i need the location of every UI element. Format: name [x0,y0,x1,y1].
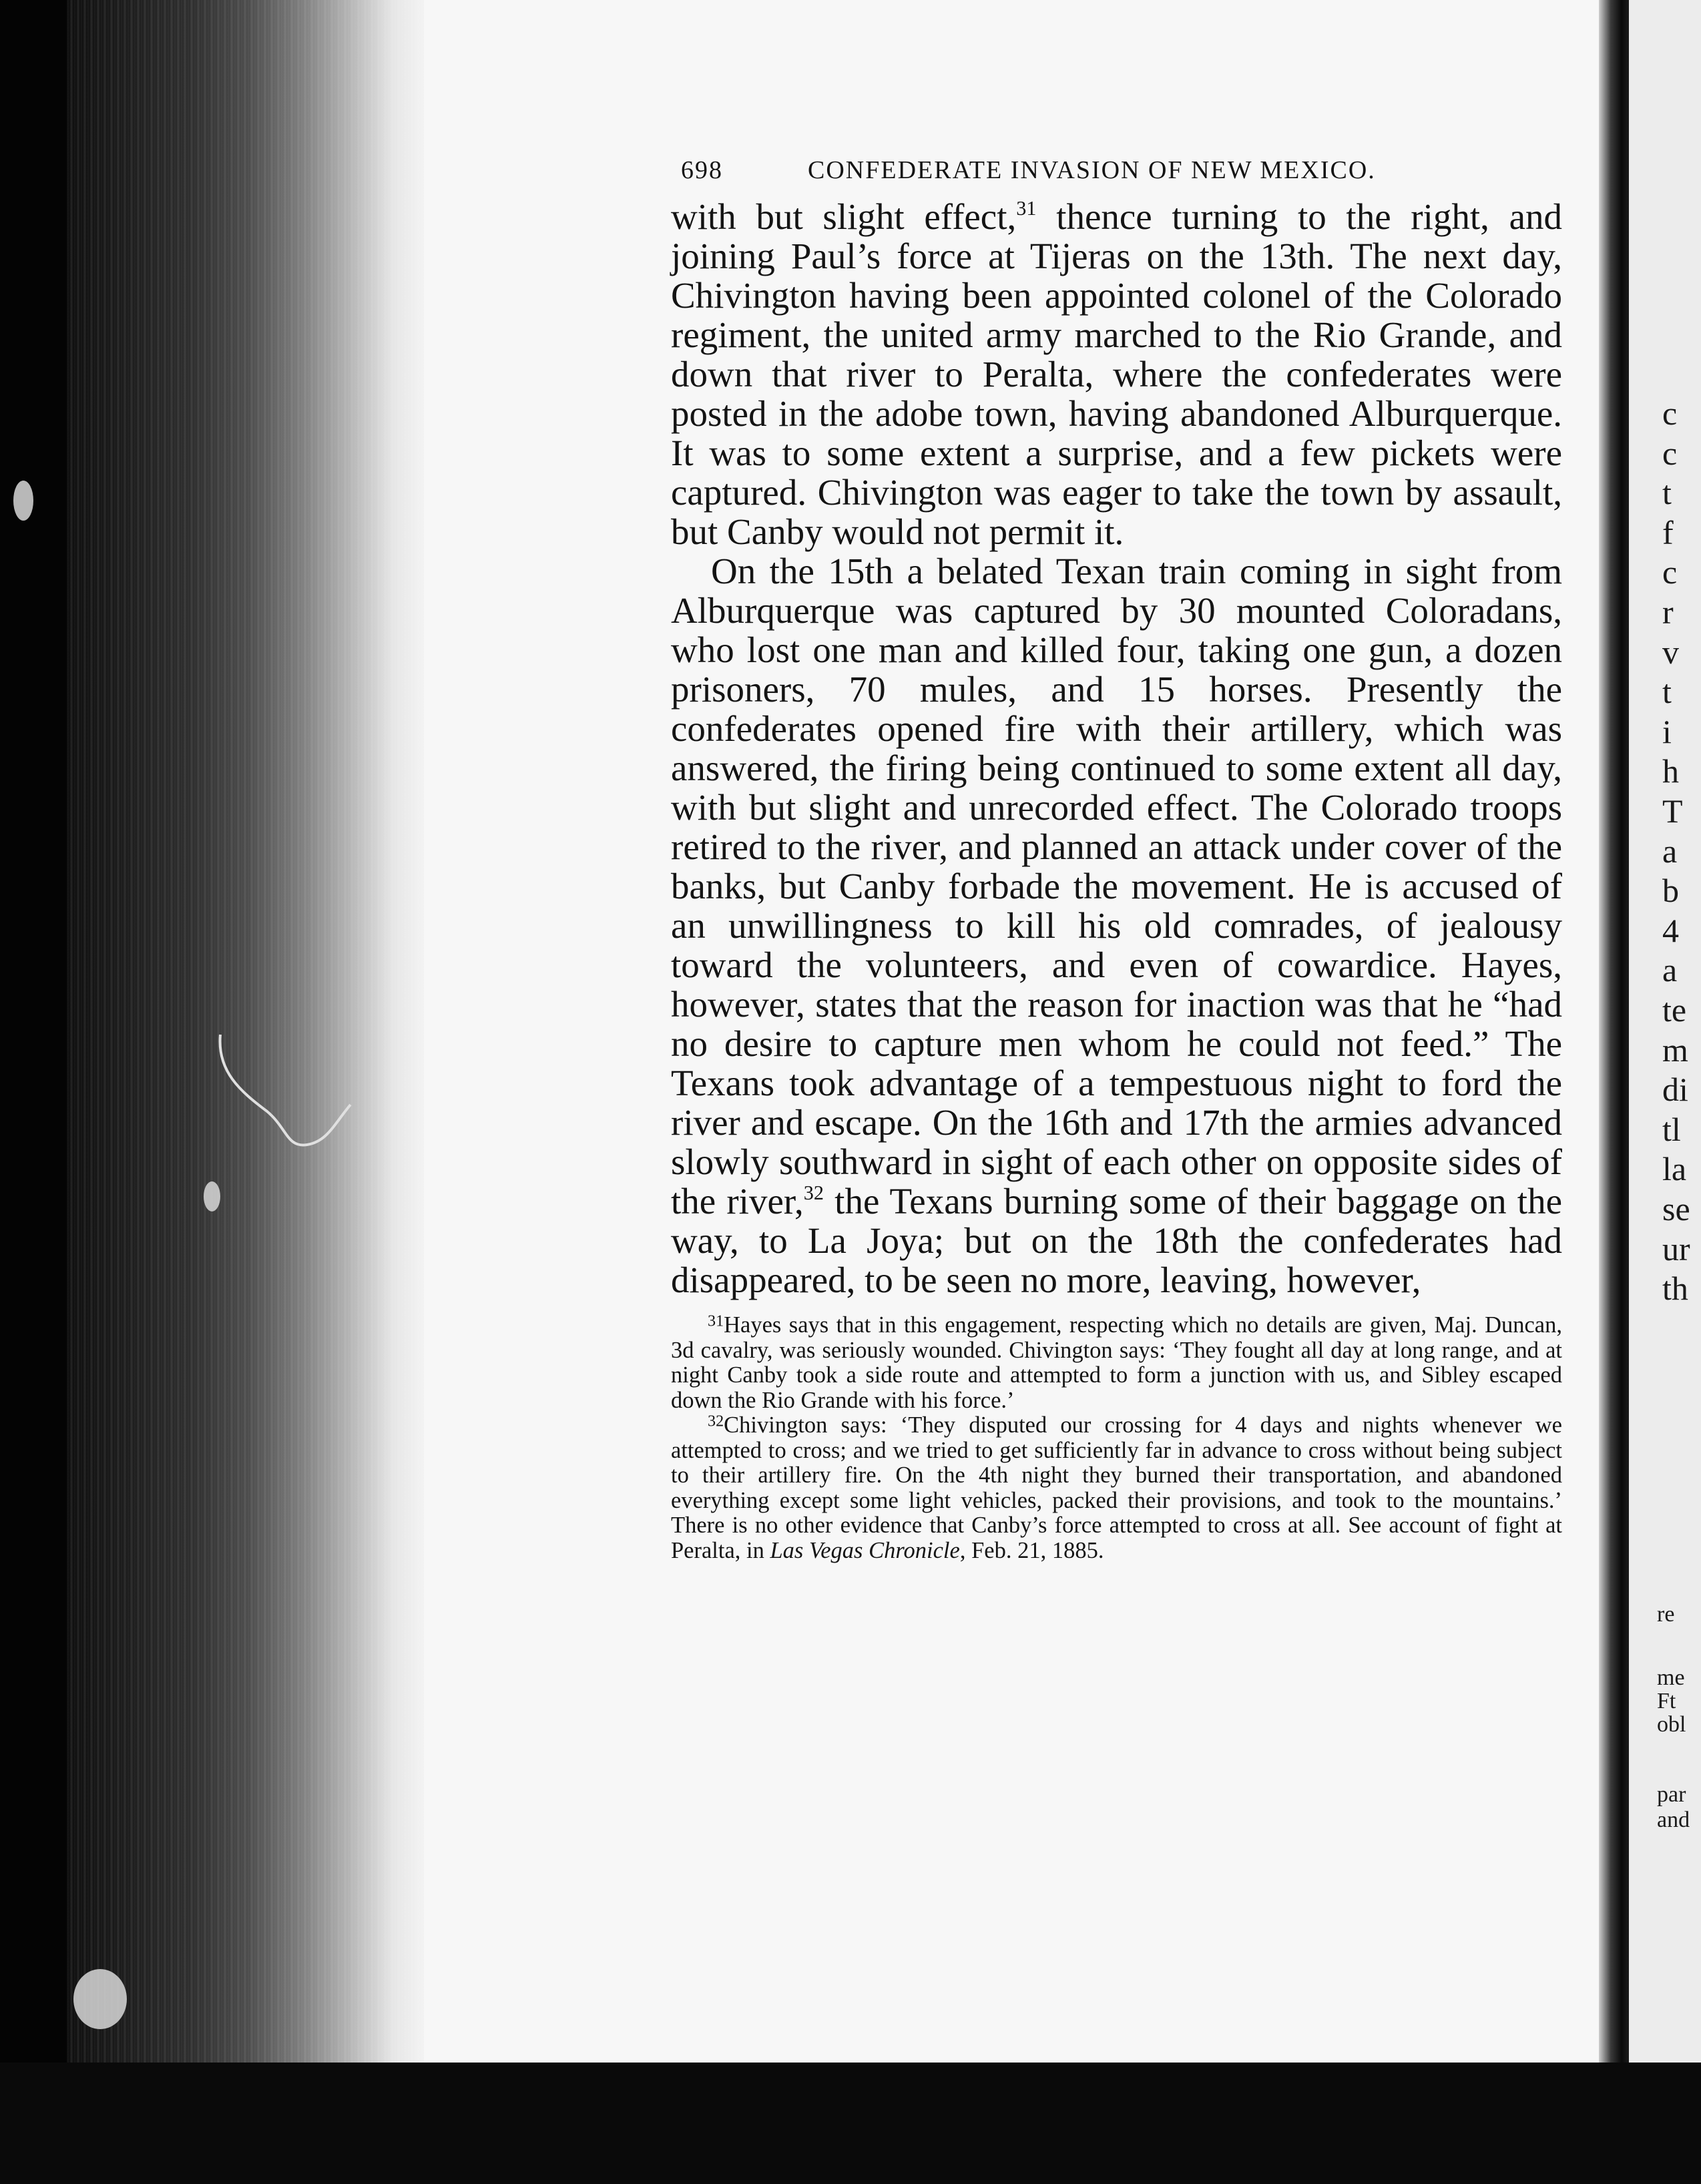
next-page-fragment: m [1662,1031,1688,1069]
next-page-fragment: te [1662,991,1687,1029]
next-page-fragment: T [1662,792,1683,830]
footnote-number: 32 [708,1412,724,1430]
next-page-fragment: i [1662,712,1672,750]
next-page-fragment: re [1657,1602,1675,1627]
footnote-text: Chivington says: ‘They disputed our crossing for 4 days and nights whenever we attempted to cross; and we tried to get sufficiently far in advance to cross without being subject to their artillery fire. On the 4th night they burned their transportation, and abandoned everything except some light vehicles, packed their provisions, and took to the mountains.’ There is no other evidence that Canby’s force attempted to cross at all. See account of fight at Peralta, in [671,1412,1562,1563]
footnote-text: Hayes says that in this engagement, respecting which no details are given, Maj. Duncan, 3d cavalry, was seriously wounded. Chivington says: ‘They fought all day at long range, and at night Canby took a side route and attempted to form a junction with us, and Sibley escaped down the Rio Grande with his force.’ [671,1312,1562,1413]
next-page-fragment: ur [1662,1230,1690,1268]
next-page-fragment: la [1662,1150,1687,1188]
next-page-fragment: v [1662,633,1679,671]
next-page-fragment: t [1662,474,1672,512]
footnote-number: 31 [708,1312,724,1330]
binding-edge [0,0,67,2184]
paragraph [671,551,1562,1300]
next-page-fragment: c [1662,553,1678,591]
page-gutter [1599,0,1629,2096]
next-page-fragment: c [1662,394,1678,432]
paragraph-text: with but slight effect, [671,196,1017,237]
next-page-fragment: me [1657,1665,1685,1690]
next-page-fragment: a [1662,951,1678,989]
next-page-fragment: th [1662,1270,1688,1308]
paragraph-text: thence turning to the right, and joining Paul’s force at Tijeras on the 13th. The next day, Chivington having been appointed colonel of the Colorado regiment, the united army marched to the Rio Grande, and down that river to Peralta, where the confederates were posted in the adobe town, having abandoned Alburquerque. It was to some extent a surprise, and a few pickets were captured. Chivington was eager to take the town by assault, but Canby would not permit it. [671,196,1563,552]
scan-background [0,2063,1701,2184]
body-text [671,197,1562,1300]
publication-title: Las Vegas Chronicle [770,1537,960,1563]
next-page-fragment: c [1662,434,1678,472]
footnote-ref: 31 [1016,196,1037,220]
next-page-fragment: a [1662,832,1678,870]
next-page-fragment: se [1662,1190,1690,1227]
footnote-ref: 32 [803,1181,824,1204]
next-page-fragment: Ft [1657,1689,1676,1713]
next-page-fragment: 4 [1662,911,1679,949]
page-text-block [671,144,1562,1563]
next-page-fragment: t [1662,673,1672,711]
next-page-fragment: tl [1662,1110,1681,1148]
next-page-fragment: b [1662,872,1679,910]
next-page-fragment: h [1662,752,1679,790]
footnotes [671,1313,1562,1563]
footnote-31 [671,1313,1562,1413]
footnote-32 [671,1413,1562,1563]
running-header [671,144,1562,197]
next-page-fragment: par [1657,1782,1686,1807]
next-page-fragment: obl [1657,1712,1686,1737]
page-number: 698 [681,156,723,184]
next-page-fragment: f [1662,513,1674,551]
stray-fiber [214,1031,360,1158]
paragraph-text: the Texans burning some of their baggage on the way, to La Joya; but on the 18th the confederates had disappeared, to be seen no more, leaving, however, [671,1181,1562,1300]
running-title: CONFEDERATE INVASION OF NEW MEXICO. [808,156,1376,184]
next-page-fragment: di [1662,1071,1688,1109]
page-edge-scuff [204,1181,220,1211]
page-edge-scuff [13,481,33,521]
paragraph [671,197,1562,551]
next-page-fragment: and [1657,1808,1690,1832]
footnote-text: , Feb. 21, 1885. [959,1537,1104,1563]
next-page-fragment: r [1662,593,1674,631]
page-edge-scuff [73,1969,127,2029]
paragraph-text: On the 15th a belated Texan train coming in sight from Alburquerque was captured by 30 mounted Coloradans, who lost one man and killed four, taking one gun, a dozen prisoners, 70 mules, and 15 horses. Presently the confederates opened fire with their artillery, which was answered, the firing being continued to some extent all day, with but slight and unrecorded effect. The Colorado troops retired to the river, and planned an attack under cover of the banks, but Canby forbade the movement. He is accused of an unwillingness to kill his old comrades, of jealousy toward the volunteers, and even of cowardice. Hayes, however, states that the reason for inaction was that he “had no desire to capture men whom he could not feed.” The Texans took advantage of a tempestuous night to ford the river and escape. On the 16th and 17th the armies advanced slowly southward in sight of each other on opposite sides of the river, [671,551,1562,1221]
